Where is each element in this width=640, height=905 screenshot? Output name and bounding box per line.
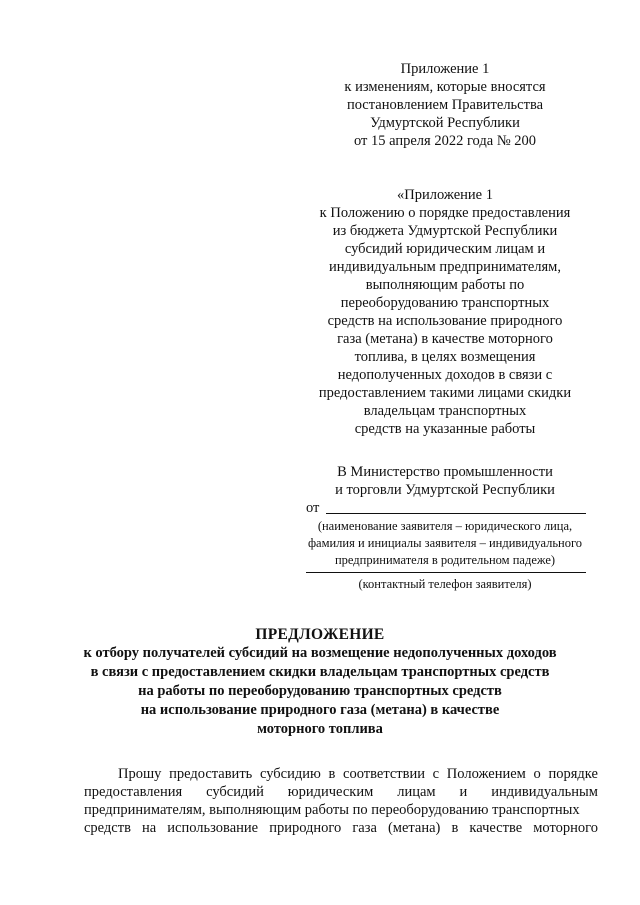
regulation-appendix-line: средств на использование природного xyxy=(327,313,563,329)
regulation-appendix-line: «Приложение 1 xyxy=(397,187,493,203)
body-word: порядке xyxy=(548,766,598,782)
body-paragraph xyxy=(84,765,598,837)
phone-hint-text: (контактный телефон заявителя) xyxy=(358,577,532,591)
body-word: соответствии xyxy=(343,766,425,782)
body-word: индивидуальным xyxy=(491,784,598,800)
regulation-appendix-line: газа (метана) в качестве моторного xyxy=(337,331,553,347)
addressee-line: В Министерство промышленности xyxy=(337,464,553,480)
from-label: от xyxy=(306,500,320,516)
title-line: на работы по переоборудованию транспортных средств xyxy=(138,683,502,699)
phone-underline xyxy=(306,572,586,573)
regulation-appendix-line: владельцам транспортных xyxy=(363,403,527,419)
addressee-line: и торговли Удмуртской Республики xyxy=(335,482,555,498)
regulation-appendix-line: недополученных доходов в связи с xyxy=(337,367,553,383)
regulation-appendix-line: выполняющим работы по xyxy=(365,277,525,293)
appendix-line: к изменениям, которые вносятся xyxy=(344,79,546,95)
body-word: лицам xyxy=(397,784,436,800)
body-word: в xyxy=(328,766,336,782)
body-word: субсидий xyxy=(206,784,264,800)
body-word: Прошу xyxy=(118,766,162,782)
title-line: в связи с предоставлением скидки владельцам транспортных средств xyxy=(90,664,550,680)
regulation-appendix-line: предоставлением такими лицами скидки xyxy=(318,385,572,401)
body-word: средств xyxy=(84,820,131,836)
applicant-hint xyxy=(300,518,590,569)
title-heading: ПРЕДЛОЖЕНИЕ xyxy=(255,626,385,643)
body-line-1 xyxy=(84,765,598,783)
body-word: Положением xyxy=(446,766,526,782)
body-word: (метана) xyxy=(387,820,441,836)
body-word: юридическим xyxy=(287,784,374,800)
appendix-line: Приложение 1 xyxy=(400,61,490,77)
regulation-appendix-line: средств на указанные работы xyxy=(354,421,536,437)
body-line-3: предпринимателям, выполняющим работы по переоборудованию транспортных xyxy=(84,802,580,818)
appendix-line: постановлением Правительства xyxy=(346,97,544,113)
applicant-hint-line: фамилия и инициалы заявителя – индивидуального xyxy=(307,536,583,550)
body-word: и xyxy=(459,784,468,800)
body-word: на xyxy=(142,820,157,836)
body-word: природного xyxy=(269,820,342,836)
regulation-appendix-line: индивидуальным предпринимателям, xyxy=(329,259,561,275)
body-word: о xyxy=(533,766,541,782)
body-line-2 xyxy=(84,783,598,801)
appendix-line: от 15 апреля 2022 года № 200 xyxy=(353,133,537,149)
body-word: с xyxy=(432,766,440,782)
applicant-field xyxy=(306,499,586,517)
body-word: использование xyxy=(167,820,259,836)
applicant-hint-line: предпринимателя в родительном падеже) xyxy=(334,553,556,567)
applicant-name-underline xyxy=(326,513,586,514)
body-word: газа xyxy=(352,820,377,836)
body-word: моторного xyxy=(533,820,598,836)
regulation-appendix-line: переоборудованию транспортных xyxy=(340,295,550,311)
title-line: к отбору получателей субсидий на возмещение недополученных доходов xyxy=(83,645,557,661)
regulation-appendix-header xyxy=(300,186,590,438)
document-title xyxy=(60,625,580,739)
appendix-line: Удмуртской Республики xyxy=(370,115,520,131)
body-word: качестве xyxy=(469,820,523,836)
body-word: субсидию xyxy=(259,766,321,782)
body-word: предоставить xyxy=(169,766,253,782)
regulation-appendix-line: к Положению о порядке предоставления xyxy=(319,205,571,221)
appendix-header xyxy=(300,60,590,150)
body-word: предоставления xyxy=(84,784,183,800)
regulation-appendix-line: субсидий юридическим лицам и xyxy=(344,241,546,257)
title-line: на использование природного газа (метана) в качестве xyxy=(140,702,500,718)
phone-hint xyxy=(300,576,590,593)
body-word: в xyxy=(451,820,459,836)
applicant-hint-line: (наименование заявителя – юридического лица, xyxy=(317,519,573,533)
regulation-appendix-line: топлива, в целях возмещения xyxy=(354,349,536,365)
body-line-4 xyxy=(84,819,598,837)
title-line: моторного топлива xyxy=(257,721,383,737)
regulation-appendix-line: из бюджета Удмуртской Республики xyxy=(332,223,558,239)
addressee-block xyxy=(300,463,590,499)
